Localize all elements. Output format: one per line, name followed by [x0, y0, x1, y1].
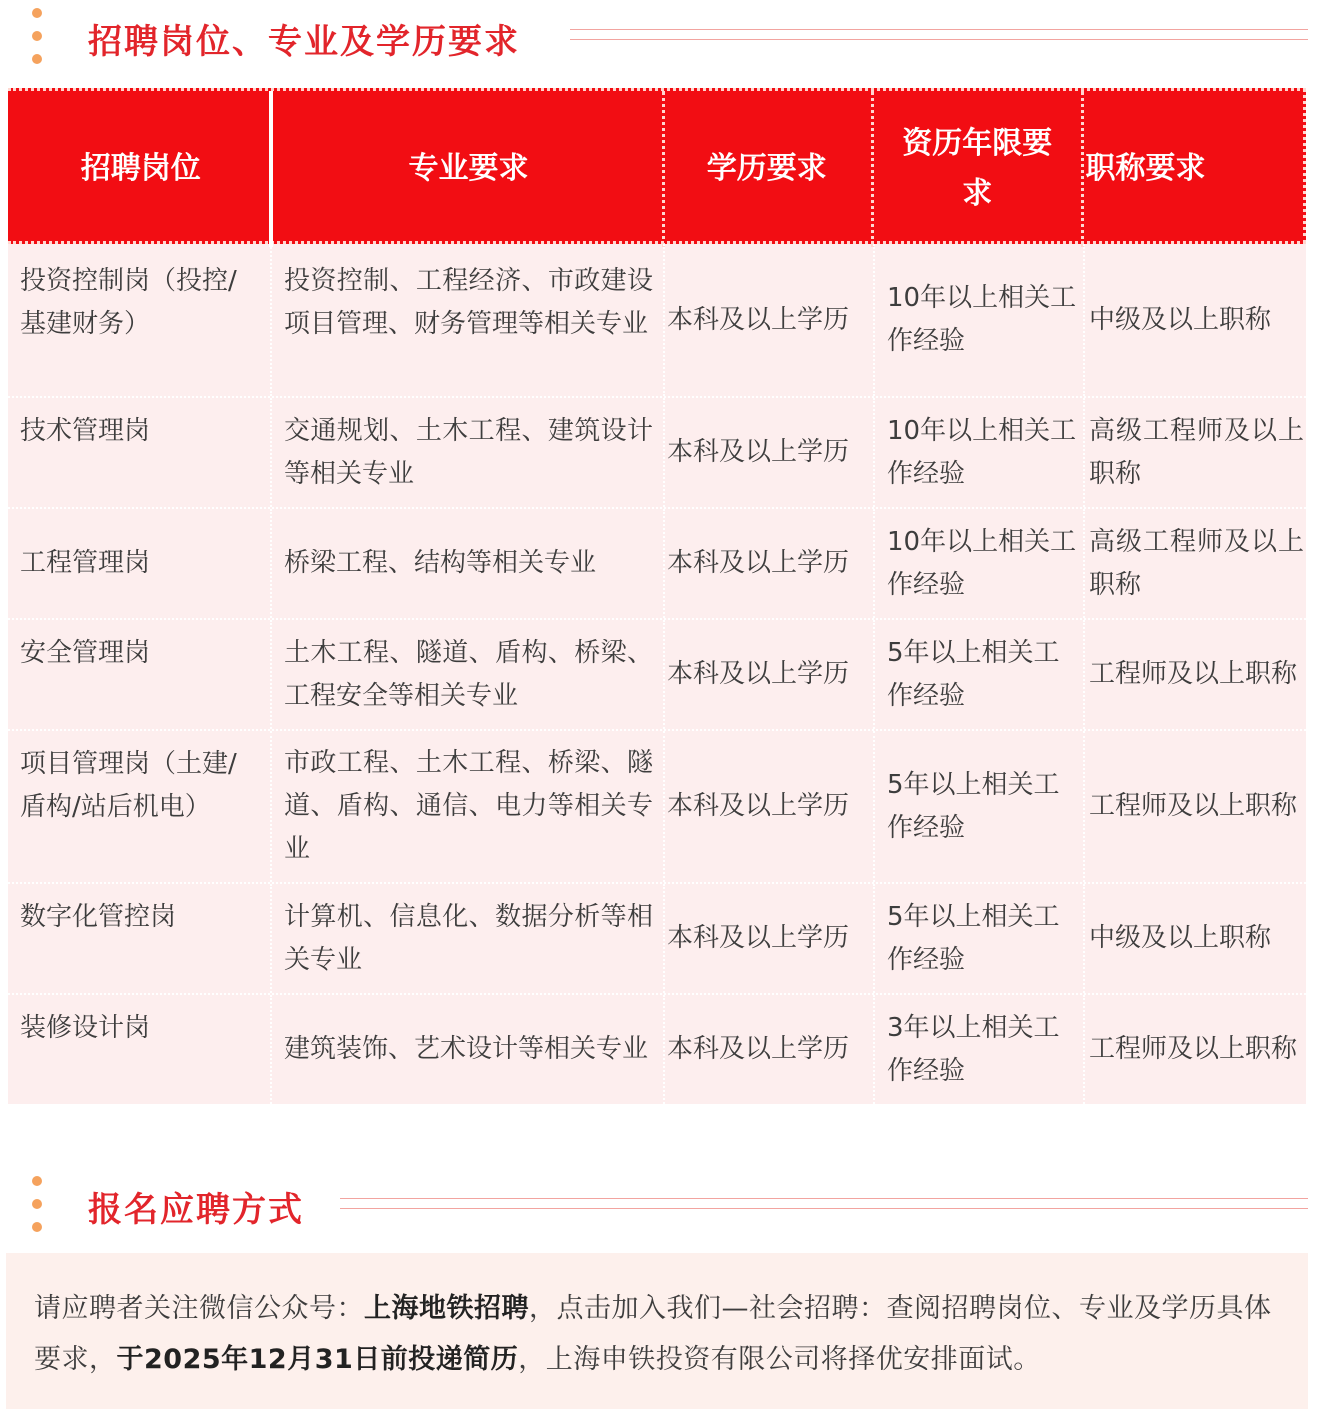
cell-title: 工程师及以上职称	[1083, 731, 1306, 882]
cell-experience: 3年以上相关工作经验	[873, 995, 1083, 1104]
cell-title: 工程师及以上职称	[1083, 620, 1306, 729]
cell-education: 本科及以上学历	[663, 244, 873, 396]
divider	[340, 1198, 1308, 1209]
cell-position: 项目管理岗（土建/盾构/站后机电）	[20, 749, 237, 822]
table-row	[8, 993, 1306, 1104]
table-row	[8, 882, 1306, 993]
header-position: 招聘岗位	[80, 151, 201, 186]
cell-education: 本科及以上学历	[663, 509, 873, 618]
cell-title: 中级及以上职称	[1083, 884, 1306, 993]
cell-position: 工程管理岗	[20, 548, 151, 578]
section-header-requirements	[0, 0, 1328, 90]
header-experience: 资历年限要求	[871, 91, 1081, 247]
cell-position: 技术管理岗	[20, 416, 151, 446]
cell-position: 装修设计岗	[20, 1013, 151, 1043]
deadline-text: 于2025年12月31日前投递简历	[116, 1344, 519, 1375]
table-row	[8, 729, 1306, 882]
cell-experience: 10年以上相关工作经验	[873, 398, 1083, 507]
cell-title: 中级及以上职称	[1083, 244, 1306, 396]
section-title: 报名应聘方式	[88, 1190, 304, 1230]
cell-major: 投资控制、工程经济、市政建设项目管理、财务管理等相关专业	[270, 244, 663, 396]
bullet-dots-icon	[32, 8, 44, 77]
cell-education: 本科及以上学历	[663, 398, 873, 507]
divider	[570, 29, 1308, 40]
cell-experience: 5年以上相关工作经验	[873, 731, 1083, 882]
cell-experience: 10年以上相关工作经验	[873, 244, 1083, 396]
cell-major: 桥梁工程、结构等相关专业	[270, 509, 663, 618]
cell-major: 市政工程、土木工程、桥梁、隧道、盾构、通信、电力等相关专业	[270, 731, 663, 882]
cell-title: 高级工程师及以上职称	[1083, 509, 1306, 618]
table-row	[8, 396, 1306, 507]
wechat-account-name: 上海地铁招聘	[364, 1293, 529, 1324]
cell-experience: 5年以上相关工作经验	[873, 884, 1083, 993]
cell-experience: 5年以上相关工作经验	[873, 620, 1083, 729]
cell-position: 数字化管控岗	[20, 902, 177, 932]
cell-education: 本科及以上学历	[663, 884, 873, 993]
cell-experience: 10年以上相关工作经验	[873, 509, 1083, 618]
cell-title: 高级工程师及以上职称	[1083, 398, 1306, 507]
cell-major: 土木工程、隧道、盾构、桥梁、工程安全等相关专业	[270, 620, 663, 729]
cell-education: 本科及以上学历	[663, 995, 873, 1104]
instructions-text: ，点击加入我们—社会招聘：查阅招聘岗位、专业及学历具体要求，	[34, 1293, 1272, 1375]
table-row	[8, 507, 1306, 618]
table-row	[8, 244, 1306, 396]
header-education: 学历要求	[662, 91, 872, 247]
cell-education: 本科及以上学历	[663, 620, 873, 729]
cell-position: 投资控制岗（投控/基建财务）	[20, 266, 237, 339]
application-instructions	[6, 1253, 1308, 1409]
cell-major: 交通规划、土木工程、建筑设计等相关专业	[270, 398, 663, 507]
table-body	[8, 244, 1306, 1104]
requirements-table	[8, 88, 1306, 1104]
cell-major: 建筑装饰、艺术设计等相关专业	[270, 995, 663, 1104]
header-title: 职称要求	[1081, 91, 1303, 247]
section-title: 招聘岗位、专业及学历要求	[88, 22, 520, 62]
cell-title: 工程师及以上职称	[1083, 995, 1306, 1104]
instructions-text: ，上海申铁投资有限公司将择优安排面试。	[518, 1344, 1041, 1375]
cell-major: 计算机、信息化、数据分析等相关专业	[270, 884, 663, 993]
instructions-text: 请应聘者关注微信公众号：	[34, 1293, 364, 1324]
header-major: 专业要求	[269, 91, 661, 247]
table-header	[8, 88, 1306, 244]
table-row	[8, 618, 1306, 729]
section-header-apply	[0, 1170, 1328, 1260]
bullet-dots-icon	[32, 1176, 44, 1245]
cell-education: 本科及以上学历	[663, 731, 873, 882]
cell-position: 安全管理岗	[20, 638, 151, 668]
